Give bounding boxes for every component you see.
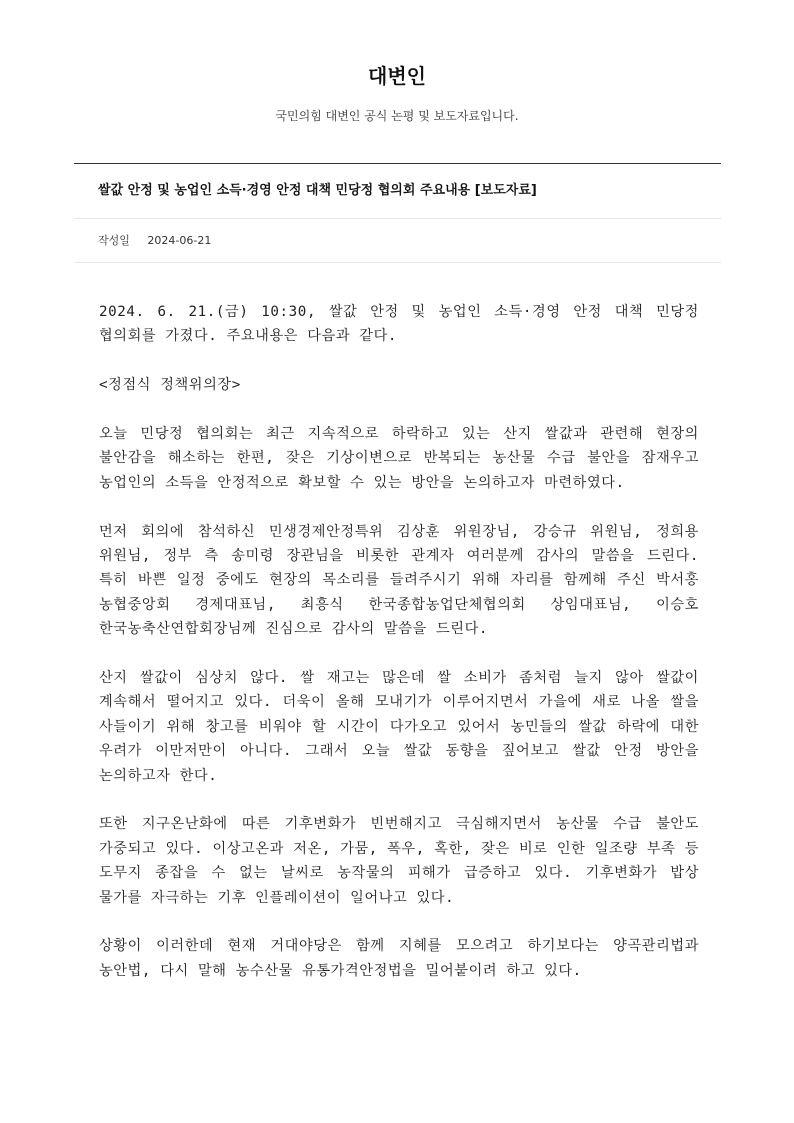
- post-date: 2024-06-21: [147, 234, 212, 247]
- paragraph-climate: 또한 지구온난화에 따른 기후변화가 빈번해지고 극심해지면서 농산물 수급 불안도 가중되고 있다. 이상고온과 저온, 가뭄, 폭우, 혹한, 잦은 비로 인한 일조량 부족 등 도무지 종잡을 수 없는 날씨로 농작물의 피해가 급증하고 있다. 기후변화가 밥상 물가를 자극하는 기후 인플레이션이 일어나고 있다.: [99, 816, 699, 906]
- post-title: 쌀값 안정 및 농업인 소득·경영 안정 대책 민당정 협의회 주요내용 [보도자료]: [74, 164, 721, 219]
- paragraph-opposition: 상황이 이러한데 현재 거대야당은 함께 지혜를 모으려고 하기보다는 양곡관리법과 농안법, 다시 말해 농수산물 유통가격안정법을 밀어붙이려 하고 있다.: [99, 938, 699, 979]
- post-meta: [74, 219, 721, 263]
- date-label: 작성일: [98, 234, 130, 247]
- post-body: [99, 300, 699, 1008]
- site-title[interactable]: 대변인: [368, 64, 426, 88]
- paragraph-speaker: <정점식 정책위의장>: [99, 377, 241, 394]
- paragraph-intro: 2024. 6. 21.(금) 10:30, 쌀값 안정 및 농업인 소득·경영 안정 대책 민당정 협의회를 가졌다. 주요내용은 다음과 같다.: [99, 304, 699, 345]
- paragraph-thanks: 먼저 회의에 참석하신 민생경제안정특위 김상훈 위원장님, 강승규 위원님, 정희용 위원님, 정부 측 송미령 장관님을 비롯한 관계자 여러분께 감사의 말씀을 드린다. 특히 바쁜 일정 중에도 현장의 목소리를 들려주시기 위해 자리를 함께해 주신 박서홍 농협중앙회 경제대표님, 최흥식 한국종합농업단체협의회 상임대표님, 이승호 한국농축산연합회장님께 진심으로 감사의 말씀을 드린다.: [99, 523, 699, 638]
- paragraph-rice-price: 산지 쌀값이 심상치 않다. 쌀 재고는 많은데 쌀 소비가 좀처럼 늘지 않아 쌀값이 계속해서 떨어지고 있다. 더욱이 올해 모내기가 이루어지면서 가을에 새로 나올 쌀을 사들이기 위해 창고를 비워야 할 시간이 다가오고 있어서 농민들의 쌀값 하락에 대한 우려가 이만저만이 아니다. 그래서 오늘 쌀값 동향을 짚어보고 쌀값 안정 방안을 논의하고자 한다.: [99, 670, 699, 784]
- post-header: [74, 163, 721, 263]
- paragraph-purpose: 오늘 민당정 협의회는 최근 지속적으로 하락하고 있는 산지 쌀값과 관련해 현장의 불안감을 해소하는 한편, 잦은 기상이변으로 반복되는 농산물 수급 불안을 잠재우고 농업인의 소득을 안정적으로 확보할 수 있는 방안을 논의하고자 마련하였다.: [99, 426, 699, 491]
- site-header: [0, 0, 794, 124]
- site-description: 국민의힘 대변인 공식 논평 및 보도자료입니다.: [275, 109, 519, 123]
